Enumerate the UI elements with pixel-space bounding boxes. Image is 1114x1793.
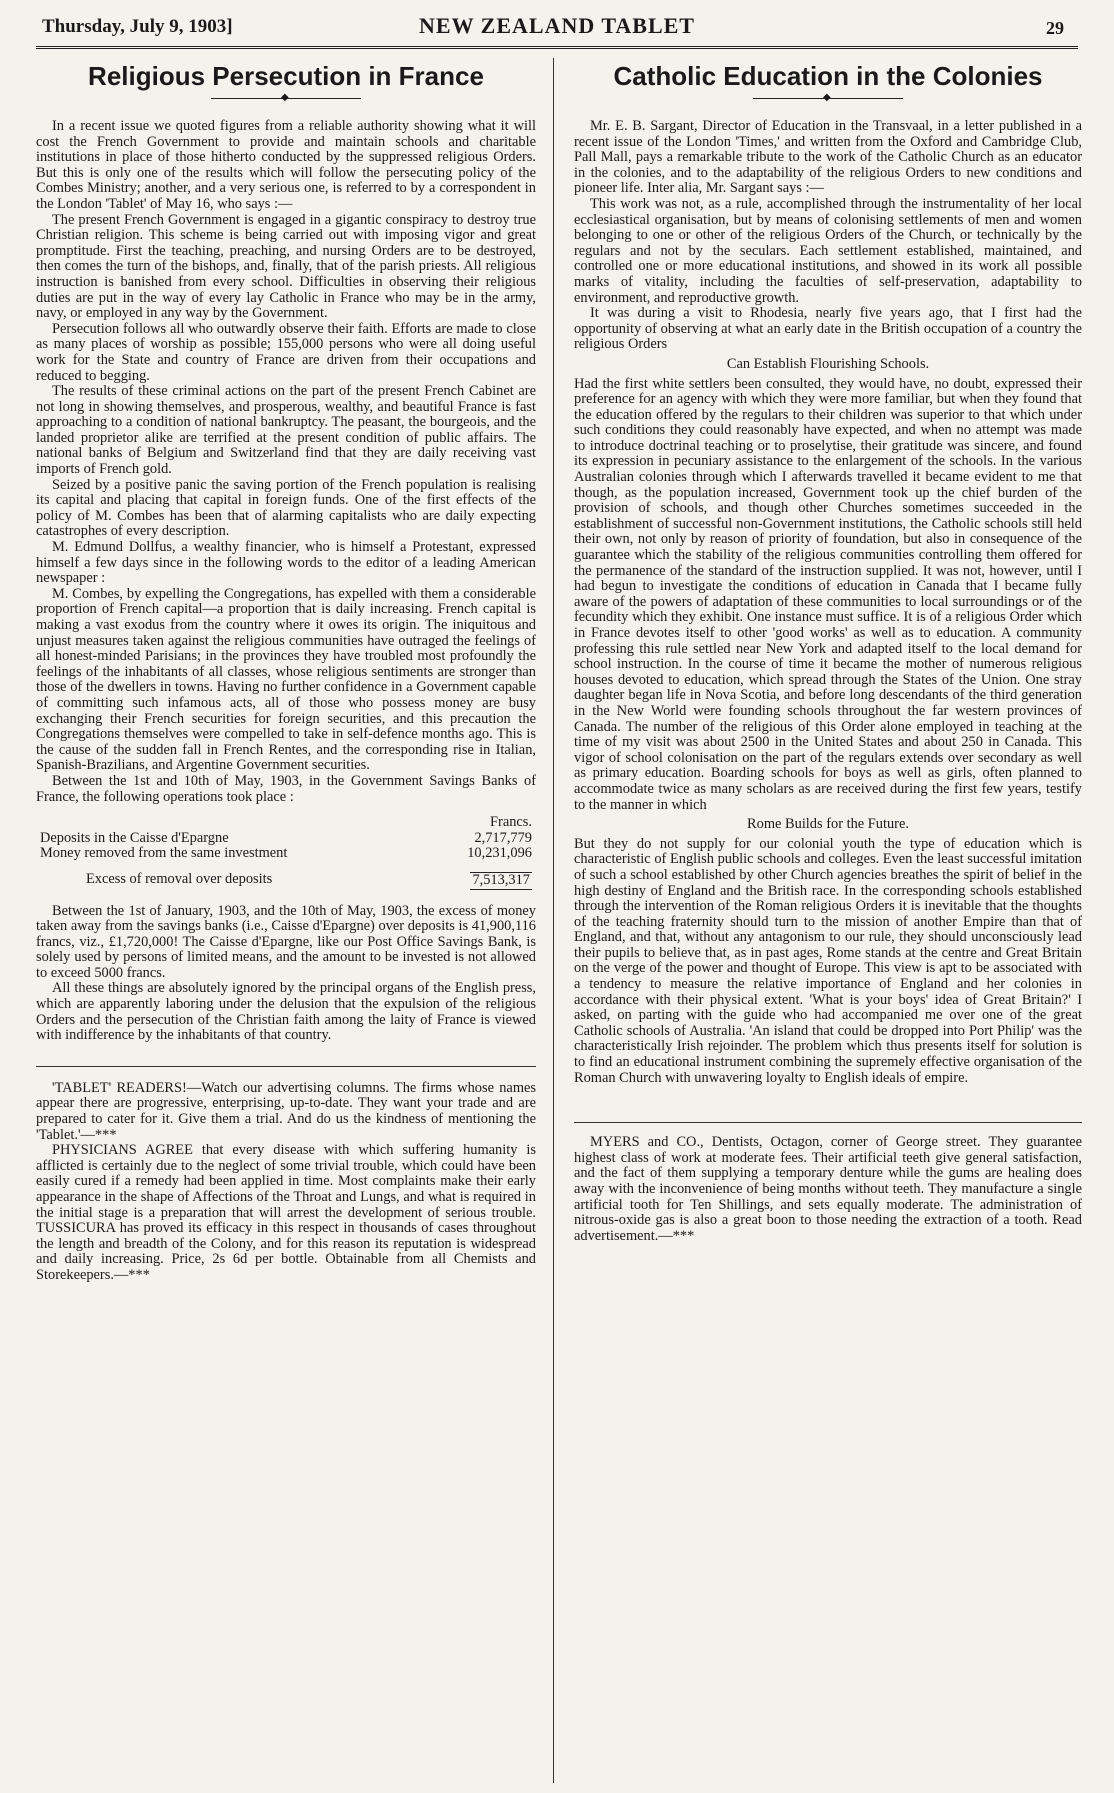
paragraph: M. Combes, by expelling the Congregations, has expelled with them a considerable proportion of French capital—a proportion that is daily increasing. French capital is making a vast exodus from the country where it owes its origin. The iniquitous and unjust measures taken against the religious communities have outraged the feelings of all honest-minded Parisians; in the provinces they have troubled most profoundly the feelings of the inhabitants of all classes, whose religious sentiments are stronger than those of the dwellers in towns. Having no further confidence in a Government capable of committing such infamous acts, all of those who possess money are busy exchanging their French securities for foreign securities, and this precaution the Congregations themselves were compelled to take in self-defence months ago. This is the cause of the sudden fall in French Rentes, and the corresponding rise in Italian, Spanish-Brazilians, and Argentine Government securities. [36, 585, 536, 774]
table-row [36, 846, 536, 862]
table-total-row [36, 872, 536, 890]
paragraph: All these things are absolutely ignored by the principal organs of the English press, which are apparently laboring under the delusion that the expulsion of the religious Orders and the persecution of the Christian faith among the laity of France is viewed with indifference by the inhabitants of that country. [36, 980, 536, 1044]
table-header-row [36, 815, 536, 831]
paragraph: Between the 1st of January, 1903, and the 10th of May, 1903, the excess of money taken away from the savings banks (i.e., Caisse d'Epargne) over deposits is 41,900,116 francs, viz., £1,720,000! The Caisse d'Epargne, like our Post Office Savings Bank, is solely used by persons of limited means, and the amount to be invested is not allowed to exceed 5000 francs. [36, 902, 536, 981]
subheading: Rome Builds for the Future. [747, 816, 909, 833]
subheading: Can Establish Flourishing Schools. [726, 355, 930, 372]
section-separator [574, 1122, 1082, 1123]
currency-header: Francs. [490, 814, 532, 831]
paragraph: It was during a visit to Rhodesia, nearly five years ago, that I first had the opportunity of observing at what an early date in the British occupation of a country the religious Orders [574, 305, 1082, 353]
row-label: Money removed from the same investment [40, 845, 288, 862]
paragraph: Persecution follows all who outwardly observe their faith. Efforts are made to close as many places of worship as possible; 155,000 persons who were all doing useful work for the State and country of France are driven from their occupations and reduced to begging. [36, 320, 536, 384]
paragraph: Between the 1st and 10th of May, 1903, in the Government Savings Banks of France, the following operations took place : [36, 772, 536, 805]
left-article-title: Religious Persecution in France [88, 61, 484, 91]
notice-physicians-agree: PHYSICIANS AGREE that every disease with which suffering humanity is afflicted is certainly due to the neglect of some trivial trouble, which could have been easily cured if a remedy had been applied in time. Most complaints make their early appearance in the shape of Affections of the Throat and Lungs, and what is required in the initial stage is a preparation that will arrest the development of serious trouble. TUSSICURA has proved its efficacy in this respect in thousands of cases throughout the length and breadth of the Colony, and for this reason its reputation is widespread and daily increasing. Price, 2s 6d per bottle. Obtainable from all Chemists and Storekeepers.—*** [36, 1142, 536, 1283]
paragraph: In a recent issue we quoted figures from a reliable authority showing what it will cost the French Government to provide and maintain schools and charitable institutions in place of those hitherto conducted by the suppressed religious Orders. But this is only one of the results which will follow the persecuting policy of the Combes Ministry; another, and a very serious one, is referred to by a correspondent in the London 'Tablet' of May 16, who says :— [36, 118, 536, 212]
paragraph: The results of these criminal actions on the part of the present French Cabinet are not long in showing themselves, and prosperous, wealthy, and beautiful France is fast approaching to a condition of national bankruptcy. The peasant, the bourgeois, and the landed proprietor alike are terrified at the present condition of public affairs. The national banks of Belgium and Switzerland find that they are daily receiving vast imports of French gold. [36, 383, 536, 478]
column-rule [553, 58, 554, 1783]
paragraph: M. Edmund Dollfus, a wealthy financier, who is himself a Protestant, expressed himself a few days since in the following words to the editor of a leading American newspaper : [36, 539, 536, 587]
paragraph: Had the first white settlers been consulted, they would have, no doubt, expressed their preference for an agency with which they were more familiar, but when they found that the education offered by the regulars to their children was superior to that which under such conditions they could reasonably have expected, and when no attempt was made to introduce doctrinal teaching or to proselytise, their gratitude was sincere, and found its expression in pecuniary assistance to the enlargement of the schools. In the various Australian colonies through which I afterwards travelled it became evident to me that though, as the population increased, Government took up the chief burden of the provision of schools, and though other Churches sometimes succeeded in the establishment of successful non-Government institutions, the Catholic schools still held their own, not only by reason of priority of foundation, but also in consequence of the guarantee which the stability of the religious communities controlling them offered for the permanence of the standard of the instruction supplied. It was not, however, until I had begun to investigate the conditions of education in Canada that I became fully aware of the powers of adaptation of these communities to local surroundings or of the fecundity which they exhibit. One instance must suffice. It is of a religious Order which in France devotes itself to other 'good works' as well as to education. A community professing this rule settled near New York and adapted itself to the local demand for school instruction. In the course of time it became the mother of numerous religious houses devoted to education, which spread through the States of the Union. One stray daughter began life in Nova Scotia, and before long descendants of the third generation in the New World were founding schools throughout the far western provinces of Canada. The number of the religious of this Order alone employed in teaching at the time of my visit was about 2500 in the United States and about 250 in Canada. This vigor of school colonisation on the part of the regulars extends over secondary as well as primary education. Boarding schools for boys as well as girls, often planned to accommodate twice as many scholars as are received during the first few years, testify to the manner in which [574, 375, 1082, 813]
paragraph: This work was not, as a rule, accomplished through the instrumentality of her local ecclesiastical organisation, but by means of colonising settlements of men and women belonging to one or other of the religious Orders of the Church, or technically by the regulars and not by the seculars. Each settlement established, maintained, and controlled one or more educational institutions, and showed in its work all possible marks of vitality, including the faculties of self-preservation, adaptability to environment, and reproductive growth. [574, 195, 1082, 306]
left-column [36, 60, 536, 1785]
row-label: Deposits in the Caisse d'Epargne [40, 829, 229, 846]
newspaper-title: NEW ZEALAND TABLET [419, 13, 695, 38]
row-value: 2,717,779 [474, 829, 532, 846]
section-separator [36, 1066, 536, 1067]
right-article-title: Catholic Education in the Colonies [613, 61, 1043, 91]
paragraph: The present French Government is engaged in a gigantic conspiracy to destroy true Christian religion. This scheme is being carried out with imposing vigor and great promptitude. First the teaching, preaching, and nursing Orders are to be destroyed, then comes the turn of the bishops, and, finally, that of the parish priests. All religious instruction is banished from every school. Difficulties in observing their religious duties are put in the way of every lay Catholic in France who may be in the army, navy, or employed in any way by the Government. [36, 211, 536, 322]
row-value: 10,231,096 [467, 845, 532, 862]
notice-tablet-readers: 'TABLET' READERS!—Watch our advertising columns. The firms whose names appear there are progressive, enterprising, up-to-date. They want your trade and are prepared to cater for it. Give them a trial. And do us the kindness of mentioning the 'Tablet.'—*** [36, 1079, 536, 1143]
paragraph: Seized by a positive panic the saving portion of the French population is realising its capital and placing that capital in foreign funds. One of the first effects of the policy of M. Combes has been that of alarming capitalists who are daily expecting catastrophes of every description. [36, 476, 536, 540]
page-number: 29 [1046, 18, 1064, 38]
notice-myers-dentists: MYERS and CO., Dentists, Octagon, corner of George street. They guarantee highest class of work at moderate fees. Their artificial teeth give general satisfaction, and the fact of them supplying a temporary denture while the gums are healing does away with the inconvenience of being months without teeth. They manufacture a single artificial tooth for Ten Shillings, and sets equally moderate. The administration of nitrous-oxide gas is also a great boon to those needing the extraction of a tooth. Read advertisement.—*** [574, 1134, 1082, 1244]
total-label: Excess of removal over deposits [86, 870, 273, 887]
table-row [36, 831, 536, 847]
title-divider [211, 92, 361, 105]
savings-table [36, 815, 536, 889]
paragraph: But they do not supply for our colonial youth the type of education which is characteristic of English public schools and colleges. Even the least successful imitation of such a school established by other Church agencies breathes the spirit of belief in the high destiny of England and the British race. In the corresponding schools established through the intervention of the Roman religious Orders it is inevitable that the thoughts of the teaching fraternity should turn to the mission of another Empire than that of England, and that, without any antagonism to our rule, they should unconsciously lead their pupils to believe that, as in past ages, Rome stands at the centre and Great Britain on the verge of the power and thought of Europe. This view is apt to be associated with a tendency to measure the relative importance of England and her colonies in accordance with their physical extent. 'What is your boys' idea of Great Britain?' I asked, on parting with the guide who had accompanied me over one of the great Catholic schools of Australia. 'An island that could be dropped into Port Philip' was the characteristically Irish rejoinder. The problem which thus presents itself for solution is to find an educational instrument combining the supremely effective organisation of the Roman Church with unwavering loyalty to English ideals of empire. [574, 835, 1082, 1086]
diamond-ornament-icon: ◆ [823, 92, 831, 103]
title-divider [753, 92, 903, 105]
right-column [574, 60, 1082, 1785]
total-value: 7,513,317 [472, 871, 530, 888]
diamond-ornament-icon: ◆ [281, 92, 289, 103]
paragraph: Mr. E. B. Sargant, Director of Education in the Transvaal, in a letter published in a recent issue of the London 'Times,' and written from the Oxford and Cambridge Club, Pall Mall, pays a remarkable tribute to the work of the Catholic Church as an educator in the colonies, and to the adaptability of the religious Orders to new conditions and pioneer life. Inter alia, Mr. Sargant says :— [574, 118, 1082, 197]
issue-date: Thursday, July 9, 1903] [42, 16, 233, 37]
masthead [36, 8, 1078, 49]
